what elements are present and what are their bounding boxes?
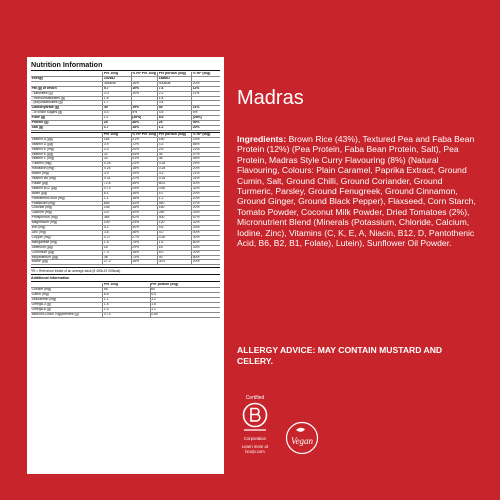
nutrient-value: 36% — [131, 231, 157, 236]
nutrition-panel — [27, 57, 224, 474]
nutrient-name: Chloride (mg) — [31, 206, 103, 211]
ingredients-list: Brown Rice (43%), Textured Pea and Faba Bean Protein (12%) (Pea Protein, Faba Bean Protein, Salt), Pea Protein, Madras Style Curry Flavouring (8%) (Natural Flavouring, Colours: Plain Caramel, Paprika Extract, Ground Cumin, Salt, Ground Chilli, Ground Coriander, Ground Turmeric, Parsley, Ground Fenugreek, Ground Cinnamon, Ground Ginger, Ground Black Pepper), Flaxseed, Corn Starch, Tomato Powder, Coconut Milk Powder, Dried Tomatoes (2%), Micronutrient Blend (Minerals (Potassium, Chloride, Calcium, Iodine, Zinc), Vitamins (C, K, E, A, Niacin, B12, D, Pantothenic Acid, B6, B2, B1, Folate), Lutein), Sunflower Oil Powder. — [237, 134, 476, 249]
column-header: % RI* (50g) — [192, 72, 220, 76]
nutrient-value: 3.0 — [103, 172, 131, 177]
nutrient-name: Niacin (mg) — [31, 172, 103, 177]
table-row — [31, 260, 220, 265]
nutrient-name: Calcium (mg) — [31, 211, 103, 216]
nutrient-name: Protein (g) — [31, 121, 103, 126]
nutrient-value: 40 — [158, 255, 192, 260]
nutrient-value: 20% — [192, 191, 220, 196]
nutrient-value: 18% — [131, 125, 157, 130]
nutrient-value: 1.5 — [103, 302, 150, 307]
nutrient-value: 0.80 — [158, 186, 192, 191]
nutrient-value: 3.9 — [103, 142, 131, 147]
nutrient-name: Pantothenic Acid (mg) — [31, 196, 103, 201]
nutrient-value: 21% — [192, 106, 220, 111]
nutrient-value: 18 — [158, 245, 192, 250]
nutrient-value: 25% — [192, 162, 220, 167]
nutrient-value: 146 — [103, 206, 131, 211]
nutrient-name: Lutein (mg) — [31, 293, 103, 298]
nutrient-value: 80% — [192, 255, 220, 260]
nutrient-value: 36% — [131, 181, 157, 186]
nutrient-value: 33% — [192, 211, 220, 216]
nutrient-value: 0.80 — [150, 312, 220, 317]
nutrient-value: 1.6 — [150, 302, 220, 307]
nutrient-value: 4.3 — [158, 142, 192, 147]
nutrient-value: 36 — [103, 255, 131, 260]
nutrient-value: 20% — [192, 196, 220, 201]
nutrient-name: Biotin (µg) — [31, 191, 103, 196]
nutrient-value: 2.2 — [158, 91, 192, 96]
nutrient-value: 23% — [192, 137, 220, 142]
nutrient-value: 36 — [158, 157, 192, 162]
nutrient-value: 8.5 — [158, 116, 192, 121]
nutrient-name: Folate (µg) — [31, 181, 103, 186]
nutrient-name: Carbohydrate (g) — [31, 106, 103, 111]
nutrient-value: 35 — [158, 152, 192, 157]
nutrient-value: 23% — [131, 162, 157, 167]
nutrient-value: 18% — [131, 206, 157, 211]
bcorp-logo-icon — [242, 402, 268, 436]
nutrient-value: 2.0 — [103, 91, 131, 96]
nutrient-value: 2.4 — [103, 147, 131, 152]
nutrient-value: 7.7 — [103, 116, 131, 121]
nutrient-value: 18% — [131, 260, 157, 265]
nutrient-value: 1.6 — [158, 240, 192, 245]
nutrient-value: 1526kJ — [103, 76, 131, 81]
nutrient-value: 16% — [131, 191, 157, 196]
nutrient-value: 10% — [131, 91, 157, 96]
nutrient-name: Riboflavin (mg) — [31, 167, 103, 172]
nutrient-value: 5% — [192, 111, 220, 116]
nutrient-value: 0.28 — [158, 167, 192, 172]
allergy-advice: ALLERGY ADVICE: MAY CONTAIN MUSTARD AND CELERY. — [237, 345, 443, 366]
nutrient-value: 3.6 — [103, 231, 131, 236]
nutrient-value: 10 — [158, 191, 192, 196]
nutrient-value: 0.73 — [103, 312, 150, 317]
nutrient-name: Fibre (g) — [31, 116, 103, 121]
nutrient-value: 8.1 — [103, 191, 131, 196]
nutrient-name: Omega-3 (g) — [31, 302, 103, 307]
nutrient-name: Omega-6 (g) — [31, 307, 103, 312]
nutrient-value: 20% — [192, 260, 220, 265]
nutrient-value: 5.7 — [103, 86, 131, 91]
nutrient-value: 18% — [131, 81, 157, 86]
nutrient-value: 19% — [131, 172, 157, 177]
nutrient-name: Iron (mg) — [31, 226, 103, 231]
nutrient-value: 1.1 — [150, 307, 220, 312]
nutrient-value: 80.0 — [158, 181, 192, 186]
nutrient-value: 2.6 — [158, 147, 192, 152]
nutrient-name: Potassium (mg) — [31, 201, 103, 206]
nutrient-value: 400 — [158, 216, 192, 221]
nutrient-name: Chromium (µg) — [31, 250, 103, 255]
nutrient-value: 940 — [158, 201, 192, 206]
nutrient-value: 0.28 — [158, 162, 192, 167]
nutrient-value: 33% — [192, 245, 220, 250]
nutrition-main-table — [31, 72, 220, 131]
nutrient-value: 11% — [192, 91, 220, 96]
nutrient-value: 10% — [131, 86, 157, 91]
nutrient-name: Choline (mg) — [31, 288, 103, 293]
nutrient-name: Thiamin (mg) — [31, 162, 103, 167]
product-title: Madras — [237, 87, 304, 109]
nutrient-name: Medium-Chain Triglycerides (g) — [31, 312, 103, 317]
nutrient-name: Phosphorus (mg) — [31, 216, 103, 221]
nutrient-value: 43% — [131, 201, 157, 206]
nutrient-value: 1.2 — [158, 196, 192, 201]
nutrient-value: 25 — [103, 121, 131, 126]
nutrient-name: Salt (g) — [31, 125, 103, 130]
nutrient-name: - monounsaturates (g) — [31, 96, 103, 101]
nutrient-value: 0.25 — [103, 162, 131, 167]
column-header: % RI* Per 100g — [132, 72, 156, 75]
vegan-label: Vegan — [291, 436, 313, 446]
nutrient-value: 43% — [131, 152, 157, 157]
nutrient-value: 1.1 — [103, 298, 150, 303]
nutrient-value: 20% — [131, 147, 157, 152]
nutrient-value: 237 — [103, 211, 131, 216]
nutrient-value: 57% — [192, 216, 220, 221]
nutrient-value: 27.3 — [103, 260, 131, 265]
nutrient-value: 21% — [192, 172, 220, 177]
nutrient-value: 260 — [158, 211, 192, 216]
nutrient-value: 20% — [192, 250, 220, 255]
nutrient-value: 400kcal — [158, 81, 192, 86]
nutrient-value: 41% — [131, 157, 157, 162]
column-header: Per portion (50g) — [150, 283, 220, 287]
nutrient-value: 30.0 — [158, 260, 192, 265]
table-row — [31, 125, 220, 130]
nutrient-value: 47% — [192, 201, 220, 206]
nutrient-name: - polyunsaturates (g) — [31, 101, 103, 106]
nutrient-name: Fat (g) of which — [31, 86, 103, 91]
nutrient-value: 20% — [192, 167, 220, 172]
nutrient-value: 72.8 — [103, 181, 131, 186]
nutrient-value: 0.30 — [158, 235, 192, 240]
nutrient-value: 120 — [158, 221, 192, 226]
nutrient-value: 3.4 — [158, 101, 192, 106]
nutrient-value: 1.2 — [158, 125, 192, 130]
nutrient-name: Vitamin C (mg) — [31, 157, 103, 162]
nutrient-value: 85% — [192, 142, 220, 147]
nutrient-value: 18% — [131, 196, 157, 201]
nutrient-value: 75% — [131, 240, 157, 245]
nutrient-name: - saturates (g) — [31, 91, 103, 96]
column-header: % RI* (50g) — [192, 133, 220, 137]
nutrient-value: 7.4 — [158, 86, 192, 91]
nutrient-value: 855 — [103, 201, 131, 206]
column-header: Per portion (50g) — [158, 133, 192, 137]
nutrient-value: 5% — [131, 111, 157, 116]
nutrient-value: 32% — [192, 186, 220, 191]
nutrient-value: 40% — [192, 181, 220, 186]
nutrient-value: 19% — [131, 106, 157, 111]
nutrient-name: Zinc (mg) — [31, 231, 103, 236]
nutrient-value: 0.73 — [103, 186, 131, 191]
nutrient-value: 4.0 — [158, 231, 192, 236]
nutrient-value: 8.0 — [158, 250, 192, 255]
bcorp-learn-label: Learn more at — [241, 444, 269, 449]
nutrient-value: 1.6 — [103, 96, 131, 101]
nutrient-value: 164 — [103, 137, 131, 142]
nutrient-value: 60 — [150, 288, 220, 293]
nutrient-value: 22% — [192, 147, 220, 152]
nutrient-name: Copper (mg) — [31, 235, 103, 240]
nutrient-value: 16 — [103, 245, 131, 250]
nutrient-name: Vitamin A (µg) — [31, 137, 103, 142]
nutrient-value: 3.3 — [158, 172, 192, 177]
nutrient-name: Vitamin K (µg) — [31, 152, 103, 157]
table-row — [31, 312, 220, 317]
nutrient-value: 30% — [192, 235, 220, 240]
nutrient-value: 29% — [131, 245, 157, 250]
column-header: % RI* Per 100g — [132, 132, 156, 136]
column-header: Per 100g — [103, 72, 131, 76]
nutrient-name: Magnesium (mg) — [31, 221, 103, 226]
nutrient-value: 24% — [192, 177, 220, 182]
nutrition-title: Nutrition Information — [31, 60, 220, 71]
nutrient-value: 20% — [192, 206, 220, 211]
nutrient-name: Energy — [31, 76, 103, 81]
nutrient-value: 0.25 — [103, 167, 131, 172]
nutrient-value: 54 — [158, 106, 192, 111]
nutrient-name: Vitamin D (µg) — [31, 142, 103, 147]
nutrient-value: (26%) — [131, 116, 157, 121]
nutrient-name: Manganese (mg) — [31, 240, 103, 245]
nutrient-value: 1.5 — [103, 240, 131, 245]
ingredients-text — [237, 134, 480, 248]
nutrient-value: 18% — [131, 167, 157, 172]
nutrient-value: 21% — [131, 137, 157, 142]
nutrient-name: Vitamin B6 (mg) — [31, 177, 103, 182]
nutrient-value: 52% — [131, 216, 157, 221]
nutrient-value: 4.4 — [103, 111, 131, 116]
nutrient-value: 20% — [192, 125, 220, 130]
nutrient-name: Vitamin E (mg) — [31, 147, 103, 152]
bcorp-certified-label: Certified — [245, 395, 265, 401]
nutrient-value: 4.2 — [103, 226, 131, 231]
nutrient-value: 4.8 — [158, 111, 192, 116]
nutrient-value: 30% — [131, 226, 157, 231]
nutrient-value: 47% — [192, 152, 220, 157]
nutrient-value: 109 — [103, 221, 131, 226]
nutrient-value: (28%) — [192, 116, 220, 121]
nutrient-value: 4.6 — [158, 226, 192, 231]
column-header: Per 100g — [103, 283, 150, 287]
nutrient-value: 8.6 — [103, 293, 150, 298]
nutrient-value: 72% — [131, 142, 157, 147]
ingredients-label: Ingredients: — [237, 134, 287, 144]
column-header: Per portion (50g) — [158, 72, 192, 76]
nutrient-value: 1.8 — [158, 96, 192, 101]
nutrient-value: 11% — [192, 86, 220, 91]
nutrient-value: 29% — [131, 221, 157, 226]
nutrient-value: 45% — [192, 157, 220, 162]
nutrient-value: 27% — [131, 235, 157, 240]
additional-info-table — [31, 283, 220, 317]
vegan-badge-icon — [285, 421, 319, 455]
nutrient-value: 80% — [192, 240, 220, 245]
nutrient-value: 0.31 — [103, 177, 131, 182]
nutrient-name: Iodine (µg) — [31, 260, 103, 265]
nutrient-name: Zeaxanthin (mg) — [31, 298, 103, 303]
bcorp-corporation-label: Corporation — [244, 436, 266, 441]
nutrient-value: 7.3 — [103, 250, 131, 255]
nutrient-name: Selenium (µg) — [31, 245, 103, 250]
nutrient-value: 20% — [192, 81, 220, 86]
nutrient-value: 1.7 — [103, 125, 131, 130]
nutrient-name: Vitamin B12 (µg) — [31, 186, 103, 191]
nutrient-value: 46% — [131, 121, 157, 126]
bcorp-badge — [232, 395, 278, 454]
bcorp-url: bcorp.com — [245, 449, 265, 454]
nutrient-value: 180 — [158, 137, 192, 142]
nutrient-value: 29% — [131, 186, 157, 191]
nutrient-value: 160 — [158, 206, 192, 211]
nutrient-value: 0.27 — [103, 235, 131, 240]
nutrient-value: 30% — [131, 211, 157, 216]
nutrient-value: 1.1 — [103, 196, 131, 201]
nutrient-value: 32% — [192, 221, 220, 226]
nutrient-value: 55 — [103, 288, 150, 293]
nutrient-value: 1.2 — [150, 298, 220, 303]
column-header: Per 100g — [103, 133, 131, 137]
nutrient-name: Molybdenum (µg) — [31, 255, 103, 260]
nutrient-value: 40% — [192, 231, 220, 236]
nutrient-value: 364kcal — [103, 81, 131, 86]
nutrition-vitamin-table — [31, 133, 220, 265]
nutrient-value: 50% — [192, 121, 220, 126]
nutrient-value: 9.4 — [150, 293, 220, 298]
additional-info-title: Additional Information — [31, 276, 220, 282]
nutrient-value: 0.34 — [158, 177, 192, 182]
ri-footnote: *RI = Reference Intake of an average adult (8 400kJ/2 000kcal). — [31, 267, 220, 275]
nutrient-value: 22% — [131, 177, 157, 182]
nutrient-value: 33% — [192, 226, 220, 231]
nutrient-value: 1880kJ — [158, 76, 192, 81]
nutrient-value: 1.0 — [103, 307, 150, 312]
nutrient-name: - of which sugars (g) — [31, 111, 103, 116]
nutrient-value: 1.7 — [103, 101, 131, 106]
nutrient-value: 33 — [103, 157, 131, 162]
nutrient-value: 32 — [103, 152, 131, 157]
nutrient-value: 25 — [158, 121, 192, 126]
nutrient-value: 49 — [103, 106, 131, 111]
nutrient-value: 364 — [103, 216, 131, 221]
nutrient-value: 73% — [131, 255, 157, 260]
nutrient-value: 18% — [131, 250, 157, 255]
